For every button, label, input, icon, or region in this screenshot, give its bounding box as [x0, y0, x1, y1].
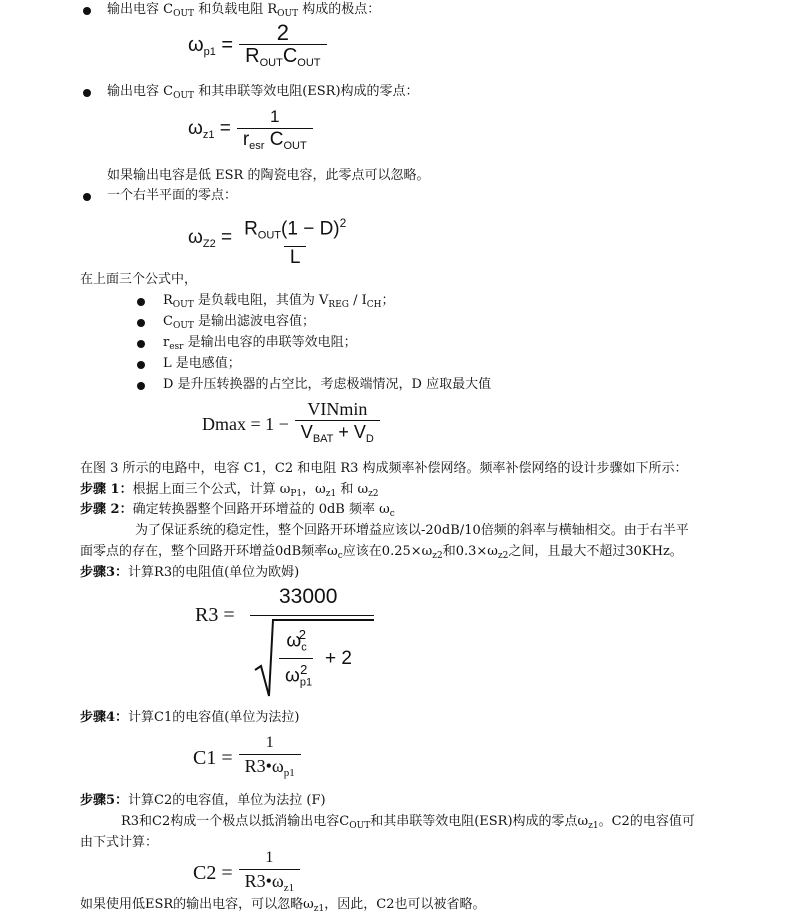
- sub-item-rout: $R_{OUT}$ 是负载电阻，其值为 $V_{REG} / I_{CH}$；: [163, 293, 395, 310]
- formula-numerator: 33000: [279, 585, 338, 608]
- formula-denominator: $R3•\omega_{z1}$: [239, 869, 301, 897]
- formula-numerator: VINmin: [307, 399, 368, 419]
- formula-omega-z1: [188, 108, 313, 155]
- formula-c1: [193, 734, 301, 782]
- formula-c2: [193, 849, 300, 897]
- formula-omega-p1: [188, 20, 327, 72]
- bullet-dot: [137, 298, 145, 306]
- bullet-pole-rout-cout: 输出电容 $C_{OUT}$ 和负载电阻 $R_{OUT}$ 构成的极点：: [107, 2, 381, 19]
- formula-lhs: $\omega_{z1}$ =: [188, 117, 231, 141]
- formula-lhs: $\omega_{p1}$ =: [188, 33, 234, 58]
- bullet-rhp-zero: 一个右半平面的零点：: [107, 188, 238, 203]
- bullet-dot: [137, 340, 145, 348]
- sqrt-radical-icon: [253, 618, 277, 698]
- sub-item-d: D 是升压转换器的占空比，考虑极端情况，D 应取最大值: [163, 377, 492, 392]
- formula-numerator: 2: [276, 20, 289, 45]
- formula-denominator: $V_{BAT} + V_D$: [295, 420, 380, 448]
- bullet-dot: [137, 361, 145, 369]
- formula-denominator: $R3•\omega_{p1}$: [239, 754, 301, 782]
- formula-lhs: R3 =: [195, 604, 235, 626]
- sub-item-l: L 是电感值；: [163, 356, 241, 371]
- formula-denominator: L: [284, 246, 307, 267]
- formula-denominator: $r_{esr}$ $C_{OUT}$: [237, 128, 313, 155]
- formula-numerator: 1: [270, 107, 280, 126]
- note-esr-ignore: 如果输出电容是低 ESR 的陶瓷电容，此零点可以忽略。: [107, 168, 430, 183]
- formula-lhs: Dmax = 1 −: [202, 414, 289, 434]
- formula-dmax: [202, 400, 380, 448]
- bullet-zero-esr: 输出电容 $C_{OUT}$ 和其串联等效电阻(ESR)构成的零点：: [107, 84, 419, 101]
- step-label: 步骤3：: [80, 565, 129, 580]
- step-2-paragraph-line-2: 面零点的存在，整个回路开环增益0dB频率$\omega_c$应该在$0.25\times\omega_{z2}$和$0.3\times\omega_{z2}$之间，且最大不超过30KHz。: [80, 544, 683, 561]
- formula-r3: [195, 585, 395, 702]
- sqrt-overbar: [272, 619, 374, 621]
- step-text: 计算C1的电容值(单位为法拉): [128, 710, 300, 725]
- step-5-paragraph-line-1: R3和C2构成一个极点以抵消输出电容$C_{OUT}$和其串联等效电阻(ESR)构成的零点$\omega_{z1}$。C2的电容值可: [121, 814, 695, 831]
- bullet-dot: [137, 382, 145, 390]
- fraction-bar: [250, 615, 374, 616]
- step-text: 计算C2的电容值，单位为法拉 (F): [128, 793, 326, 808]
- intro-three-formulas: 在上面三个公式中，: [80, 272, 198, 287]
- step-4: [80, 709, 299, 727]
- bullet-dot: [137, 319, 145, 327]
- paragraph-compensation-network: 在图 3 所示的电路中，电容 C1，C2 和电阻 R3 构成频率补偿网络。频率补偿网络的设计步骤如下所示：: [80, 461, 688, 476]
- step-label: 步骤5：: [80, 793, 129, 808]
- plus-two: + 2: [325, 648, 352, 669]
- formula-lhs: C1 =: [193, 747, 233, 769]
- inner-denominator: $\omega_{p1}^2$: [279, 658, 313, 691]
- formula-numerator: 1: [265, 849, 274, 866]
- formula-numerator: 1: [265, 734, 274, 751]
- step-text: 计算R3的电阻值(单位为欧姆): [128, 565, 300, 580]
- step-1: [80, 481, 379, 503]
- sub-item-resr: $r_{esr}$ 是输出电容的串联等效电阻；: [163, 335, 357, 352]
- step-label: 步骤 2：: [80, 502, 133, 517]
- bullet-dot: [83, 7, 91, 15]
- formula-lhs: $\omega_{Z2}$ =: [188, 226, 233, 250]
- step-2-paragraph-line-1: 为了保证系统的稳定性，整个回路开环增益应该以-20dB/10倍频的斜率与横轴相交。由于右半平: [135, 523, 689, 538]
- inner-numerator: $\omega_c^2$: [286, 627, 307, 654]
- step-text: 确定转换器整个回路开环增益的 0dB 频率 $\omega_c$: [132, 502, 395, 519]
- formula-denominator: $R_{OUT}C_{OUT}$: [239, 44, 326, 72]
- formula-omega-z2: [188, 214, 352, 267]
- formula-numerator: $R_{OUT}(1 - D)^2$: [244, 216, 347, 242]
- step-label: 步骤4：: [80, 710, 129, 725]
- formula-lhs: C2 =: [193, 862, 233, 884]
- step-3: [80, 564, 299, 582]
- step-5: [80, 792, 326, 810]
- step-2: [80, 501, 395, 523]
- bullet-dot: [83, 193, 91, 201]
- final-note-c2-omit: 如果使用低ESR的输出电容，可以忽略$\omega_{z1}$，因此，C2也可以被省略。: [80, 897, 486, 914]
- step-text: 根据上面三个公式，计算 $\omega_{P1}$，$\omega_{z1}$ 和 $\omega_{z2}$: [132, 482, 379, 499]
- bullet-dot: [83, 89, 91, 97]
- step-label: 步骤 1：: [80, 482, 133, 497]
- inner-fraction: [279, 626, 313, 692]
- sub-item-cout: $C_{OUT}$ 是输出滤波电容值；: [163, 314, 316, 331]
- step-5-paragraph-line-2: 由下式计算：: [80, 835, 159, 850]
